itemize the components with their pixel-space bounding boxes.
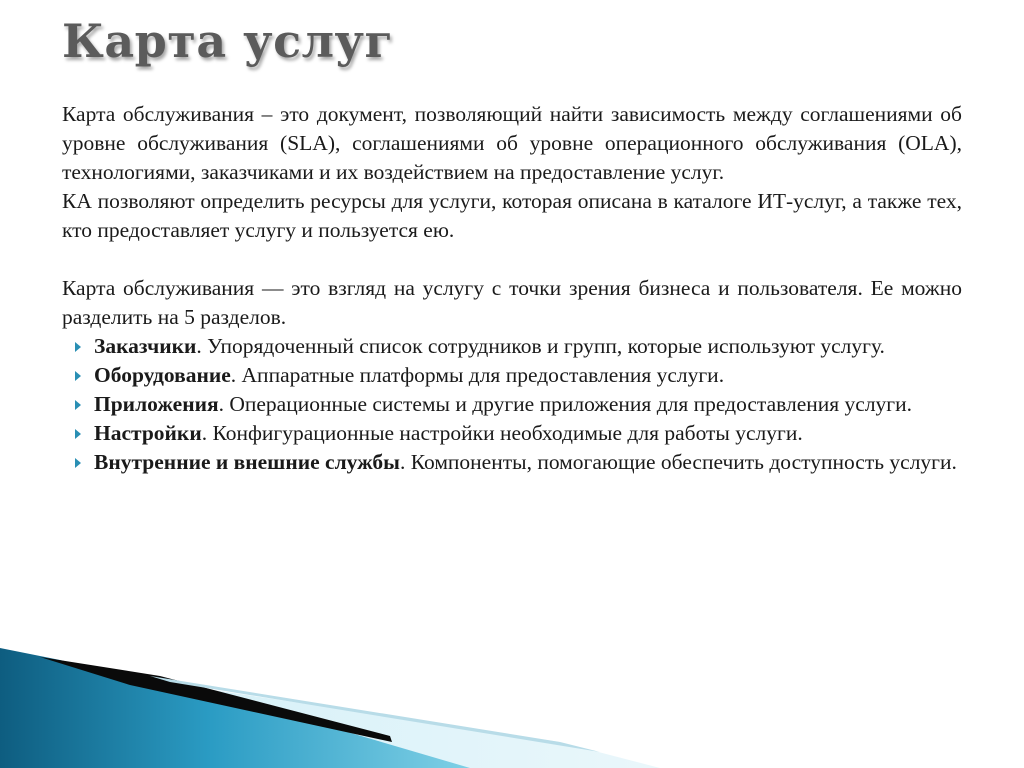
triangle-bullet-icon — [75, 342, 81, 352]
triangle-bullet-icon — [75, 458, 81, 468]
list-item — [73, 448, 962, 477]
list-item-term: Заказчики — [94, 334, 197, 358]
list-item — [73, 419, 962, 448]
list-item — [73, 390, 962, 419]
list-item-term: Настройки — [94, 421, 202, 445]
wave-thin-line — [150, 676, 600, 752]
triangle-bullet-icon — [75, 429, 81, 439]
list-item-text: . Упорядоченный список сотрудников и групп, которые используют услугу. — [196, 334, 885, 358]
triangle-bullet-icon — [75, 371, 81, 381]
wave-light-stripe — [0, 650, 660, 768]
wave-blue-band — [0, 648, 470, 768]
list-item-text: . Операционные системы и другие приложения для предоставления услуги. — [218, 392, 912, 416]
paragraph-resources: КА позволяют определить ресурсы для услуги, которая описана в каталоге ИТ-услуг, а также тех, кто предоставляет услугу и пользуется ею. — [62, 189, 962, 242]
list-item-term: Внутренние и внешние службы — [94, 450, 400, 474]
slide-body — [62, 100, 962, 477]
triangle-bullet-icon — [75, 400, 81, 410]
list-item-text: . Конфигурационные настройки необходимые для работы услуги. — [201, 421, 803, 445]
list-item — [73, 361, 962, 390]
list-item-text: . Компоненты, помогающие обеспечить доступность услуги. — [399, 450, 957, 474]
list-item-text: . Аппаратные платформы для предоставления услуги. — [230, 363, 725, 387]
sections-list — [62, 332, 962, 477]
paragraph-definition: Карта обслуживания – это документ, позволяющий найти зависимость между соглашениями об уровне обслуживания (SLA), соглашениями об уровне операционного обслуживания (OLA), технологиями, заказчиками и их воздействием на предоставление услуг. — [62, 102, 962, 184]
list-item-term: Приложения — [94, 392, 219, 416]
wave-dark-stripe — [40, 657, 392, 742]
slide-title: Карта услуг — [62, 14, 394, 68]
list-item-term: Оборудование — [94, 363, 231, 387]
list-item — [73, 332, 962, 361]
paragraph-spacer — [62, 245, 962, 274]
paragraph-sections-intro: Карта обслуживания — это взгляд на услугу с точки зрения бизнеса и пользователя. Ее можно разделить на 5 разделов. — [62, 276, 962, 329]
